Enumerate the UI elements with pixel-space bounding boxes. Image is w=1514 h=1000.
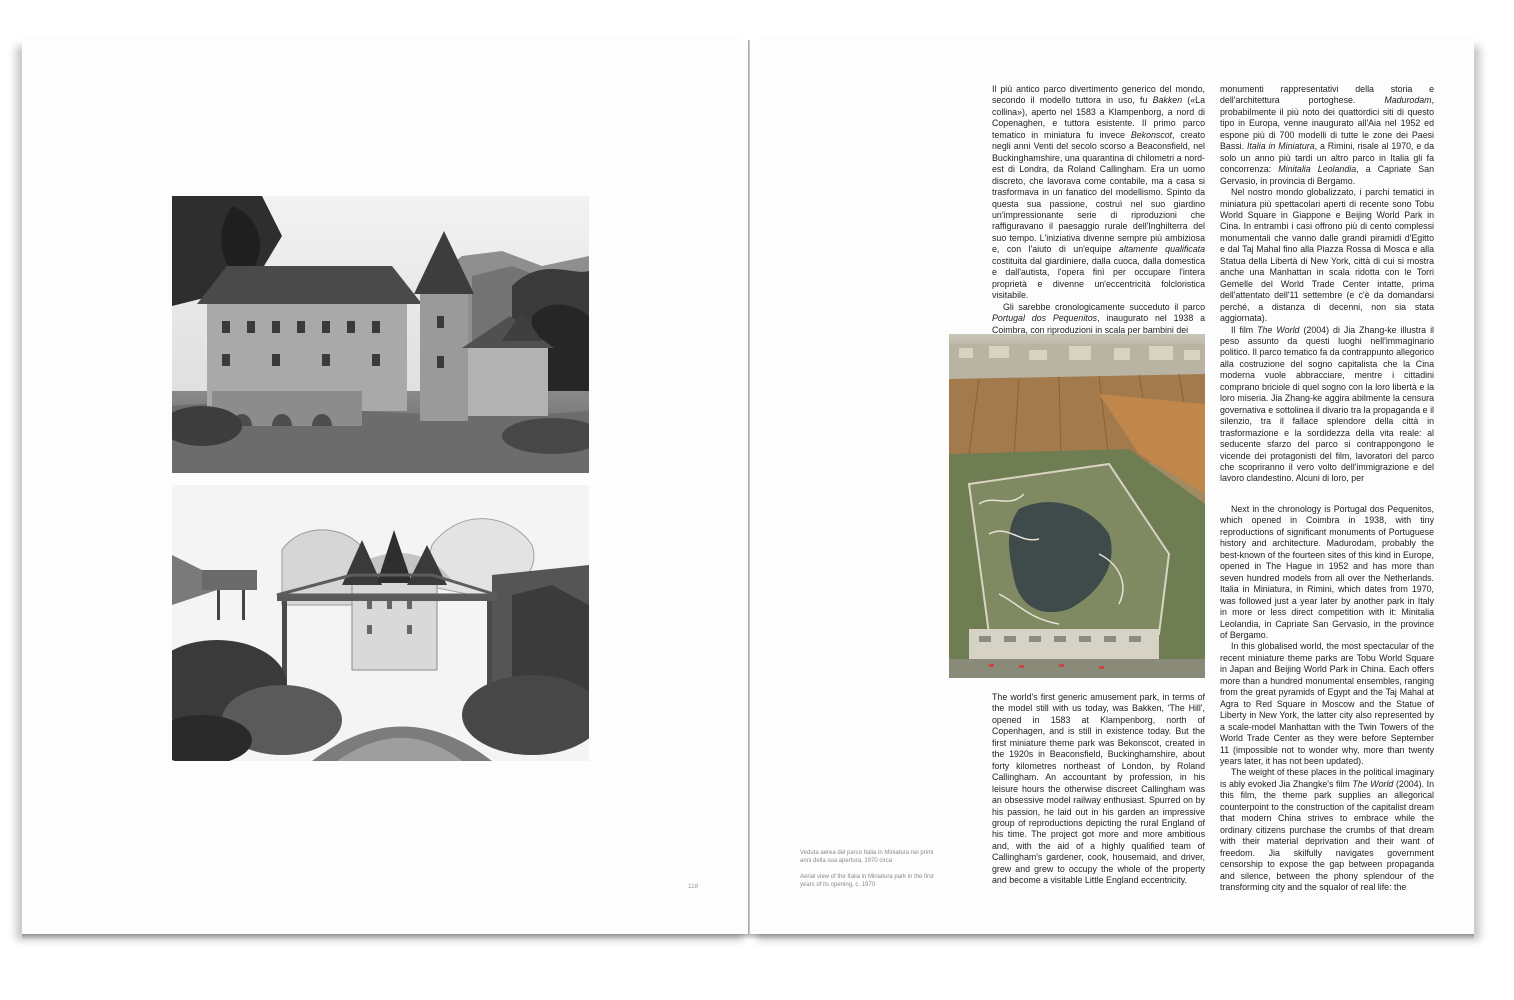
- italian-column-2: [1220, 84, 1434, 485]
- text-run-italic: Portugal dos Pequenitos: [992, 313, 1098, 324]
- text-run: (2004). In this film, the theme park supplies an allegorical counterpoint to the construction of the capitalist dream that modern China strives to embrace while the ordinary citizens purchase the crumbs of that dream with their material deprivation and their want of freedom. Jia skilfully navigates government censorship to expose the gap between propaganda and silence, between the phony splendour of the transforming city and the squalor of real life: the: [1220, 778, 1434, 892]
- english-col1-paragraph-1: The world's first generic amusement park, in terms of the model still with us today, was Bakken, 'The Hill', opened in 1583 at Klampenborg, north of Copenhagen, and is still in existence today. But the first miniature theme park was Bekonscot, created in the 1920s in Beaconsfield, Buckinghamshire, about forty kilometres northeast of London, by Roland Callingham. An accountant by profession, in his leisure hours the otherwise discreet Callingham was an obsessive model railway enthusiast. Spurred on by his passion, he laid out in his garden an impressive group of reproductions depicting the rural England of his time. The project got more and more ambitious and, with the aid of a highly qualified team of Callingham's gardener, cook, housemaid, and driver, grew and grew to occupy the whole of the property and become a visitable Little England eccentricity.: [992, 692, 1205, 886]
- italian-col1-paragraph-1: [992, 84, 1205, 302]
- text-run: Il film: [1231, 324, 1258, 335]
- aerial-park-photo: [949, 334, 1205, 678]
- text-run-italic: The World: [1352, 778, 1394, 789]
- right-page: [750, 40, 1474, 934]
- castle-photo: [172, 196, 589, 473]
- text-run-italic: Minitalia Leolandia: [1278, 164, 1357, 175]
- text-run: The weight of these places in the political imaginary is ably evoked Jia Zhangke's film: [1220, 767, 1434, 789]
- text-run: , probabilmente il più noto dei quattordici siti di questo tipo in Europa, venne inaugurato all'Aia nel 1952 ed espone più di 700 modelli di tutte le zone dei Paesi Bassi.: [1220, 95, 1434, 152]
- text-run: , creato negli anni Venti del secolo scorso a Beaconsfield, nel Buckinghamshire, una quarantina di chilometri a nord-est di Londra, da Roland Callingham. Era un uomo discreto, che lavorava come contabile, ma a casa si trasformava in un fanatico del modellismo. Spinto da questa sua passione, costruì nel suo giardino un'impressionante serie di riproduzioni che raffiguravano il paesaggio rurale dell'Inghilterra del suo tempo. L'iniziativa divenne sempre più ambiziosa e, con l'aiuto di un'equipe: [992, 129, 1206, 255]
- italian-column-1: [992, 84, 1205, 336]
- text-run-italic: Bekonscot: [1130, 129, 1173, 140]
- english-column-1: [992, 692, 1205, 887]
- text-run-italic: Bakken: [1152, 95, 1183, 106]
- italian-col2-paragraph-3: [1220, 325, 1434, 485]
- text-run: monumenti rappresentativi della storia e dell'architettura portoghese.: [1220, 84, 1434, 106]
- text-run: Il più antico parco divertimento generico del mondo, secondo il modello tuttora in uso, fu: [992, 84, 1205, 106]
- page-shadow: [22, 934, 1474, 940]
- text-run: Gli sarebbe cronologicamente succeduto il parco: [1003, 301, 1205, 312]
- italian-col1-paragraph-2: [992, 302, 1205, 336]
- text-run-italic: altamente qualificata: [1118, 244, 1206, 255]
- text-run: costituita dal giardiniere, dalla cuoca, dalla domestica e dall'autista, l'opera finì per occupare l'intera proprietà e divenne un'eccentricità folcloristica visitabile.: [992, 255, 1205, 301]
- english-col2-paragraph-2: In this globalised world, the most spectacular of the recent miniature theme parks are Tobu World Square in Japan and Beijing World Park in China. Each offers more than a hundred monumental ensembles, ranging from the great pyramids of Egypt and the Taj Mahal at Agra to Red Square in Moscow and the Statue of Liberty in New York, the latter city also represented by a scale-model Manhattan with the Twin Towers of the World Trade Center as they were before September 11 (impossible not to wonder why, more than twenty years later, it has not been updated).: [1220, 641, 1434, 766]
- text-run-italic: The World: [1257, 324, 1300, 335]
- text-run: («La collina»), aperto nel 1583 a Klampenborg, a nord di Copenaghen, e tuttora esistente. Il primo parco tematico in miniatura fu invece: [992, 95, 1205, 140]
- italian-col2-paragraph-1: [1220, 84, 1434, 187]
- text-run: (2004) di Jia Zhang-ke illustra il peso assunto da questi luoghi nell'immaginario politico. Il parco tematico fa da contrappunto allegorico alla costruzione del sogno capitalista che la Cina moderna vuole abbracciare, mentre i cittadini comprano briciole di quel sogno con la loro libertà e la loro miseria. Jia Zhang-ke aggira abilmente la censura governativa e sottolinea il divario tra la propaganda e il silenzio, tra il fallace splendore della città in trasformazione e la sordidezza della vita reale: al seducente sfarzo del parco si contrappongono le vicende dei protagonisti del film, lavoratori del parco che scopriranno il vero volto dell'immigrazione e del lavoro clandestino. Alcuni di loro, per: [1220, 324, 1435, 484]
- text-run: , inaugurato nel 1938 a Coimbra, con riproduzioni in scala per bambini dei: [992, 313, 1205, 335]
- italian-col2-paragraph-2: Nel nostro mondo globalizzato, i parchi tematici in miniatura più spettacolari aperti di recente sono Tobu World Square in Giappone e Beijing World Park in Cina. In entrambi i casi offrono più di cento complessi monumentali che vanno dalle grandi piramidi d'Egitto e dal Taj Mahal fino alla Piazza Rossa di Mosca e alla Statua della Libertà di New York, città di cui si mostra anche una Manhattan in scala ridotta con le Torri Gemelle del World Trade Center intatte, prima dell'attentato dell'11 settembre (e c'è da domandarsi perché, a distanza di decenni, non sia stata aggiornata).: [1220, 187, 1434, 324]
- caption-italian-right: Veduta aerea del parco Italia in Miniatura nei primi anni della sua apertura, 1970 circa: [800, 850, 934, 864]
- left-page: [22, 40, 749, 934]
- page-number: 118: [688, 883, 699, 890]
- english-col2-paragraph-1: Next in the chronology is Portugal dos Pequenitos, which opened in Coimbra in 1938, with tiny reproductions of significant monuments of Portuguese history and architecture. Madurodam, probably the best-known of the fourteen sites of this kind in Europe, opened in The Hague in 1952 and has more than seven hundred models from all over the Netherlands. Italia in Miniatura, in Rimini, which dates from 1970, was followed just a year later by another park in Italy in more or less direct competition with it: Minitalia Leolandia, in Capriate San Gervasio, in the province of Bergamo.: [1220, 504, 1434, 640]
- caption-english: Aerial view of the Italia in Miniatura park in the first years of its opening, c. 1970: [800, 874, 934, 888]
- english-column-2: [1220, 504, 1434, 893]
- miniature-castle-photo-graphic: [172, 485, 589, 761]
- text-run: , a Rimini, risale al 1970, e da solo un anno più tardi un altro parco in Italia gli fa concorrenza:: [1220, 141, 1434, 175]
- text-run: , a Capriate San Gervasio, in provincia di Bergamo.: [1220, 164, 1434, 186]
- text-run-italic: Madurodam: [1384, 95, 1432, 106]
- aerial-park-photo-graphic: [949, 334, 1205, 678]
- castle-photo-graphic: [172, 196, 589, 473]
- miniature-castle-photo: [172, 485, 589, 761]
- text-run-italic: Italia in Miniatura: [1246, 141, 1315, 152]
- english-col2-paragraph-3: [1220, 767, 1434, 893]
